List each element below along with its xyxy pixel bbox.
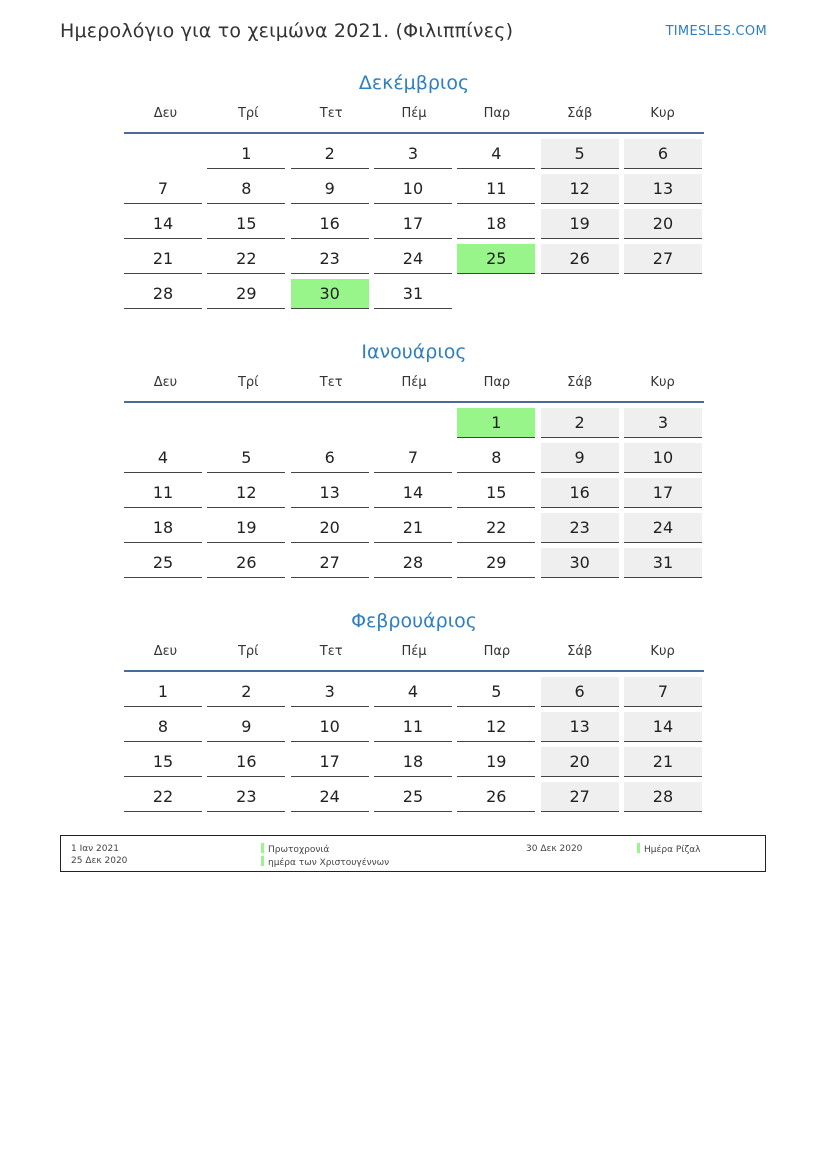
weekday-label: Δευ: [153, 375, 178, 390]
day-cell: 30: [541, 548, 619, 578]
day-cell: 13: [291, 478, 369, 508]
weekday-label: Κυρ: [650, 375, 675, 390]
day-cell: 23: [291, 244, 369, 274]
legend-holiday-name: ημέρα των Χριστουγέννων: [268, 858, 390, 868]
legend-names-1: [261, 843, 389, 869]
legend-holiday-name: Ημέρα Ρίζαλ: [644, 845, 701, 855]
weekday-label: Κυρ: [650, 106, 675, 121]
day-cell: 9: [541, 443, 619, 473]
day-cell: 10: [291, 712, 369, 742]
weekday-header: [124, 367, 704, 403]
day-cell: 22: [207, 244, 285, 274]
weekday-label: Παρ: [483, 106, 511, 121]
legend-entry: [261, 856, 389, 869]
legend-entry: [637, 843, 701, 856]
day-cell: 20: [541, 747, 619, 777]
day-cell: 26: [541, 244, 619, 274]
holiday-day-cell: 25: [457, 244, 535, 274]
day-cell: 11: [124, 478, 202, 508]
day-cell: 8: [457, 443, 535, 473]
day-cell: 7: [374, 443, 452, 473]
day-cell: 20: [291, 513, 369, 543]
weekday-label: Σάβ: [567, 375, 593, 390]
day-cell: 18: [457, 209, 535, 239]
day-cell: 17: [624, 478, 702, 508]
day-cell: 19: [457, 747, 535, 777]
day-cell: 25: [374, 782, 452, 812]
day-cell: 31: [374, 279, 452, 309]
day-cell: 2: [541, 408, 619, 438]
day-cell: 17: [374, 209, 452, 239]
day-cell: 16: [207, 747, 285, 777]
legend-dates-2: [526, 843, 582, 855]
day-cell: 22: [457, 513, 535, 543]
site-link[interactable]: TIMESLES.COM: [665, 24, 767, 39]
day-cell: 2: [291, 139, 369, 169]
day-cell: 16: [541, 478, 619, 508]
day-cell: 9: [291, 174, 369, 204]
day-cell: 4: [124, 443, 202, 473]
day-cell: 11: [457, 174, 535, 204]
day-grid: [124, 677, 704, 812]
day-cell: 3: [624, 408, 702, 438]
day-cell: 28: [374, 548, 452, 578]
day-cell: 26: [207, 548, 285, 578]
empty-day-cell: [124, 408, 202, 438]
weekday-label: Παρ: [483, 375, 511, 390]
weekday-label: Πέμ: [401, 106, 427, 121]
day-cell: 8: [207, 174, 285, 204]
day-cell: 3: [291, 677, 369, 707]
month-january: [124, 337, 704, 578]
holiday-marker: [261, 843, 264, 853]
day-cell: 12: [207, 478, 285, 508]
weekday-header: [124, 636, 704, 672]
holiday-marker: [637, 843, 640, 853]
legend-date: 30 Δεκ 2020: [526, 844, 583, 854]
day-cell: 16: [291, 209, 369, 239]
day-cell: 18: [124, 513, 202, 543]
weekday-label: Δευ: [153, 644, 178, 659]
weekday-label: Σάβ: [567, 644, 593, 659]
day-cell: 12: [541, 174, 619, 204]
day-cell: 24: [624, 513, 702, 543]
day-cell: 4: [374, 677, 452, 707]
day-cell: 24: [291, 782, 369, 812]
day-cell: 11: [374, 712, 452, 742]
day-cell: 23: [207, 782, 285, 812]
weekday-label: Τετ: [319, 375, 343, 390]
day-cell: 13: [624, 174, 702, 204]
day-cell: 1: [124, 677, 202, 707]
day-cell: 21: [374, 513, 452, 543]
month-december: [124, 68, 704, 309]
day-cell: 14: [374, 478, 452, 508]
day-cell: 1: [207, 139, 285, 169]
weekday-label: Τρί: [237, 375, 259, 390]
weekday-label: Δευ: [153, 106, 178, 121]
day-cell: 18: [374, 747, 452, 777]
day-cell: 7: [124, 174, 202, 204]
day-cell: 27: [291, 548, 369, 578]
holiday-day-cell: 1: [457, 408, 535, 438]
day-cell: 31: [624, 548, 702, 578]
day-cell: 4: [457, 139, 535, 169]
day-cell: 29: [207, 279, 285, 309]
weekday-label: Πέμ: [401, 375, 427, 390]
legend-holiday-name: Πρωτοχρονιά: [268, 845, 330, 855]
day-cell: 9: [207, 712, 285, 742]
weekday-label: Πέμ: [401, 644, 427, 659]
weekday-label: Τετ: [319, 644, 343, 659]
weekday-label: Τρί: [237, 644, 259, 659]
day-cell: 13: [541, 712, 619, 742]
day-cell: 21: [624, 747, 702, 777]
day-cell: 6: [624, 139, 702, 169]
legend-date: 25 Δεκ 2020: [71, 856, 128, 866]
holiday-day-cell: 30: [291, 279, 369, 309]
day-cell: 5: [207, 443, 285, 473]
weekday-header: [124, 98, 704, 134]
day-cell: 21: [124, 244, 202, 274]
weekday-label: Τρί: [237, 106, 259, 121]
day-cell: 3: [374, 139, 452, 169]
day-cell: 25: [124, 548, 202, 578]
day-cell: 15: [207, 209, 285, 239]
day-cell: 17: [291, 747, 369, 777]
day-cell: 5: [541, 139, 619, 169]
weekday-label: Κυρ: [650, 644, 675, 659]
day-cell: 27: [541, 782, 619, 812]
day-cell: 23: [541, 513, 619, 543]
day-cell: 12: [457, 712, 535, 742]
legend-entry: [261, 843, 389, 856]
day-cell: 15: [124, 747, 202, 777]
empty-day-cell: [374, 408, 452, 438]
day-cell: 10: [374, 174, 452, 204]
empty-day-cell: [124, 139, 202, 169]
day-cell: 5: [457, 677, 535, 707]
day-cell: 8: [124, 712, 202, 742]
day-cell: 2: [207, 677, 285, 707]
day-cell: 20: [624, 209, 702, 239]
legend-dates-1: [71, 843, 127, 867]
day-cell: 28: [624, 782, 702, 812]
weekday-label: Τετ: [319, 106, 343, 121]
month-title: Φεβρουάριος: [351, 610, 477, 632]
month-title: Ιανουάριος: [361, 341, 467, 363]
day-cell: 7: [624, 677, 702, 707]
legend-names-2: [637, 843, 701, 856]
day-cell: 10: [624, 443, 702, 473]
day-cell: 14: [124, 209, 202, 239]
day-cell: 29: [457, 548, 535, 578]
holiday-legend: [60, 835, 766, 872]
day-cell: 24: [374, 244, 452, 274]
weekday-label: Σάβ: [567, 106, 593, 121]
page-title: Ημερολόγιο για το χειμώνα 2021. (Φιλιππίνες): [60, 20, 514, 42]
day-cell: 28: [124, 279, 202, 309]
empty-day-cell: [291, 408, 369, 438]
empty-day-cell: [207, 408, 285, 438]
day-cell: 14: [624, 712, 702, 742]
day-cell: 26: [457, 782, 535, 812]
day-cell: 6: [291, 443, 369, 473]
holiday-marker: [261, 856, 264, 866]
month-title: Δεκέμβριος: [358, 72, 470, 94]
day-cell: 15: [457, 478, 535, 508]
day-cell: 22: [124, 782, 202, 812]
day-cell: 19: [207, 513, 285, 543]
day-cell: 19: [541, 209, 619, 239]
weekday-label: Παρ: [483, 644, 511, 659]
legend-date: 1 Ιαν 2021: [71, 844, 119, 854]
day-grid: [124, 408, 704, 578]
day-grid: [124, 139, 704, 309]
day-cell: 27: [624, 244, 702, 274]
day-cell: 6: [541, 677, 619, 707]
month-february: [124, 606, 704, 812]
